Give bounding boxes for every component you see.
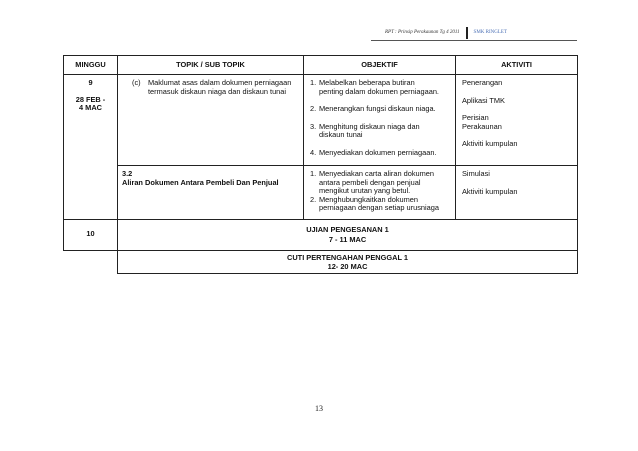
objective-text: Menghitung diskaun niaga dan diskaun tunai — [319, 121, 420, 139]
objectives-cell — [304, 75, 456, 166]
objective-number: 3. — [310, 121, 317, 131]
week-cell — [64, 219, 118, 250]
page-number: 13 — [315, 404, 323, 413]
table-row — [64, 219, 578, 250]
list-item — [310, 170, 451, 196]
header-separator — [466, 27, 468, 39]
table-header-row — [64, 56, 578, 75]
objective-number: 2. — [310, 194, 317, 204]
school-name: SMK RINGLET — [473, 30, 508, 35]
objective-text: Menghubungkaitkan dokumen perniagaan dengan setiap urusniaga — [319, 194, 439, 212]
column-header-objective: OBJEKTIF — [304, 56, 456, 75]
week-number: 9 — [88, 78, 93, 87]
objective-text: Menyediakan dokumen perniagaan. — [319, 147, 437, 157]
week-number: 10 — [86, 229, 95, 239]
table-row — [64, 75, 578, 166]
column-header-activity: AKTIVITI — [456, 56, 578, 75]
objective-number: 1. — [310, 169, 317, 178]
objective-text: Melabelkan beberapa butiran penting dalam dokumen perniagaan. — [319, 78, 439, 96]
topic-marker: 3.2 — [122, 169, 133, 178]
page-header — [385, 27, 507, 39]
list-item — [310, 79, 451, 96]
topic-text: Aliran Dokumen Antara Pembeli Dan Penjual — [122, 177, 279, 187]
empty-cell — [64, 250, 118, 273]
objectives-cell — [304, 166, 456, 220]
objective-number: 1. — [310, 78, 317, 87]
break-title: CUTI PERTENGAHAN PENGGAL 1 — [287, 252, 408, 262]
activity-item: Perisian Perakaunan — [462, 113, 502, 131]
activities-cell — [456, 75, 578, 166]
objective-number: 2. — [310, 104, 317, 113]
activity-item: Penerangan — [462, 78, 503, 87]
activities-cell — [456, 166, 578, 220]
topic-cell — [118, 75, 304, 166]
exam-title: UJIAN PENGESANAN 1 — [306, 224, 389, 234]
objective-text: Menerangkan fungsi diskaun niaga. — [319, 104, 436, 113]
list-item — [310, 149, 451, 158]
objective-number: 4. — [310, 147, 317, 157]
topic-marker: (c) — [132, 78, 141, 87]
break-dates: 12- 20 MAC — [327, 261, 368, 271]
column-header-topic: TOPIK / SUB TOPIK — [118, 56, 304, 75]
topic-text: Maklumat asas dalam dokumen perniagaan termasuk diskaun niaga dan diskaun tunai — [148, 78, 292, 96]
header-rule — [371, 40, 577, 41]
activity-item: Aktiviti kumpulan — [462, 139, 518, 148]
exam-dates: 7 - 11 MAC — [328, 234, 367, 244]
table-row — [64, 166, 578, 220]
mid-term-break-cell — [118, 250, 578, 273]
topic-cell — [118, 166, 304, 220]
table-row — [64, 250, 578, 273]
list-item — [310, 196, 451, 213]
list-item — [310, 105, 451, 114]
week-dates: 28 FEB - 4 MAC — [75, 94, 106, 112]
week-cell — [64, 75, 118, 220]
activity-item: Aplikasi TMK — [462, 95, 505, 105]
exam-cell — [118, 219, 578, 250]
document-title: RPT : Prinsip Perakaunan Tg 4 2011 — [385, 30, 460, 35]
column-header-week: MINGGU — [64, 56, 118, 75]
activity-item: Simulasi — [462, 169, 490, 178]
lesson-plan-table — [63, 55, 578, 274]
list-item — [310, 123, 451, 140]
objective-text: Menyediakan carta aliran dokumen antara pembeli dengan penjual mengikut urutan yang betul. — [319, 169, 435, 195]
activity-item: Aktiviti kumpulan — [462, 186, 518, 196]
